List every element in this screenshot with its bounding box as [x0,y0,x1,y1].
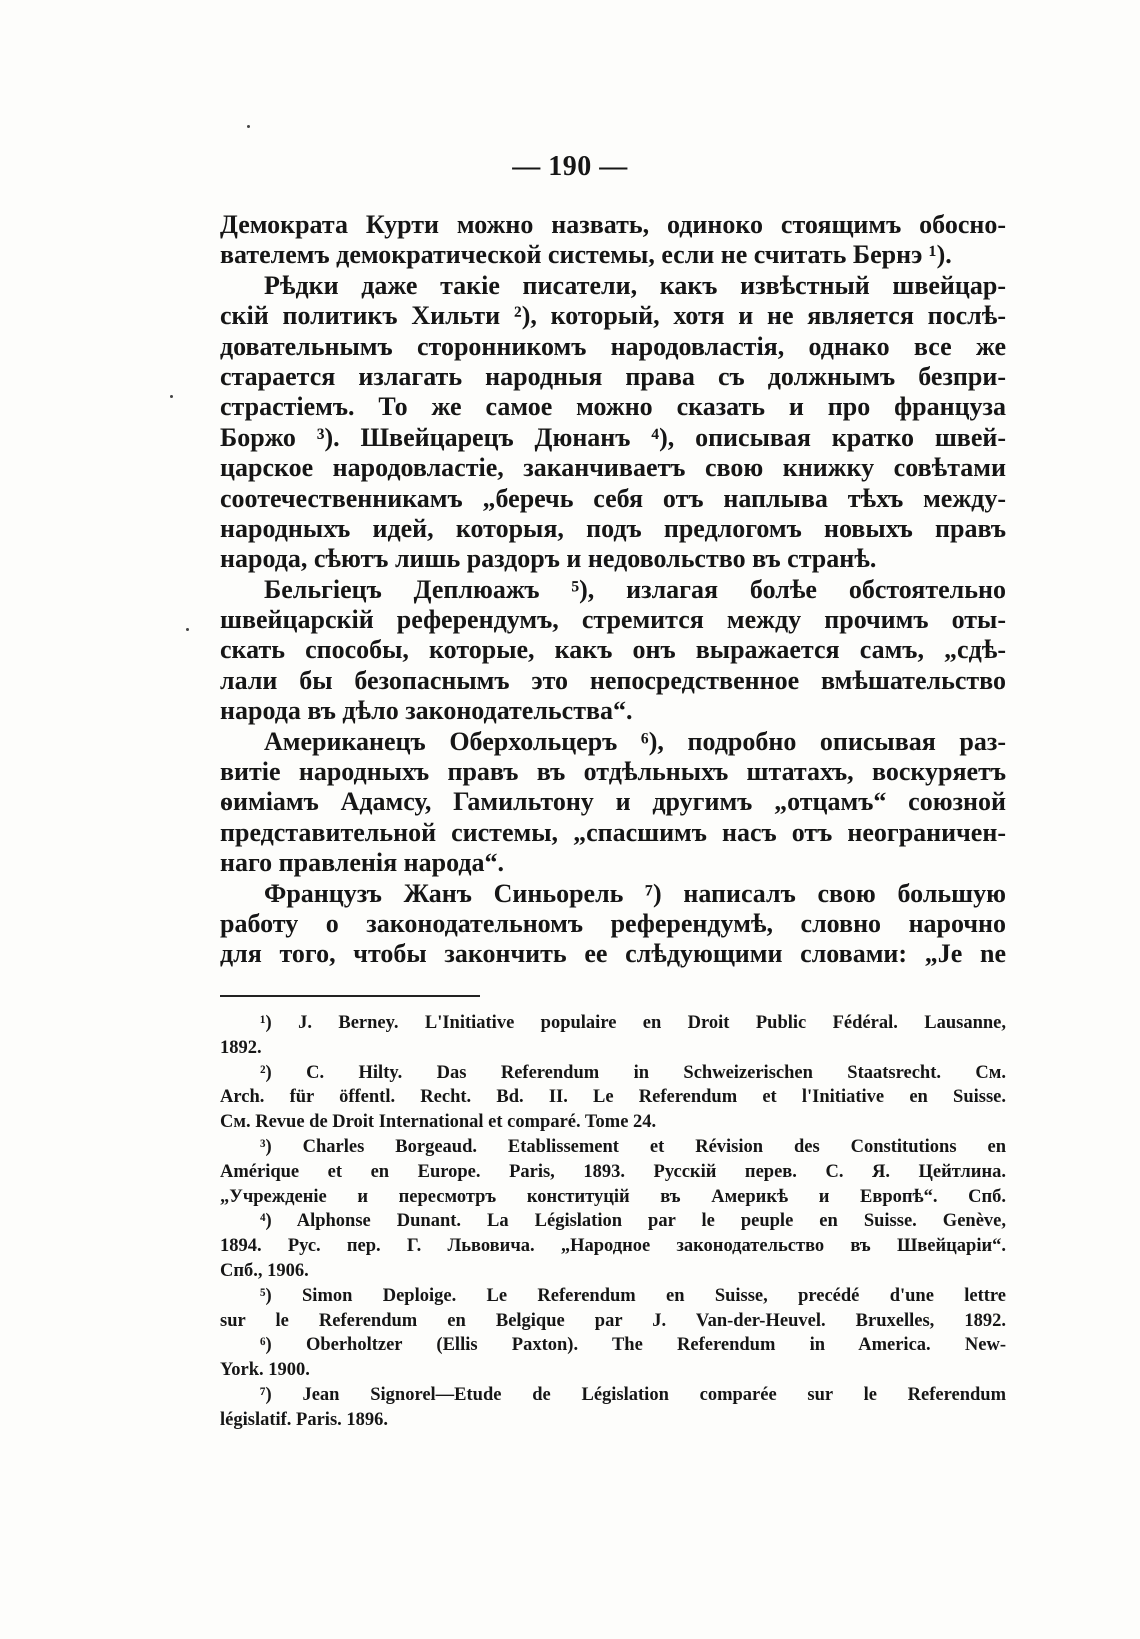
footnote-line: ⁶) Oberholtzer (Ellis Paxton). The Referendum in America. New- [260,1335,1006,1356]
body-text [220,210,1006,970]
body-line: старается излагать народныя права съ должнымъ безпри- [220,361,1006,391]
print-speck [247,125,250,128]
body-line: швейцарскій референдумъ, стремится между прочимъ оты- [220,605,1006,635]
print-speck [186,628,189,631]
body-line: народныхъ идей, которыя, подъ предлогомъ новыхъ правъ [220,513,1006,543]
body-line: соотечественникамъ „беречь себя отъ наплыва тѣхъ между- [220,483,1006,513]
page-number: — 190 — [512,151,628,182]
body-line: царское народовластіе, заканчиваетъ свою книжку совѣтами [220,453,1006,483]
footnotes [220,1011,1006,1433]
footnote-line: Amérique et en Europe. Paris, 1893. Русскій перев. С. Я. Цейтлина. [220,1161,1006,1182]
footnote-line: sur le Referendum en Belgique par J. Van-der-Heuvel. Bruxelles, 1892. [220,1310,1006,1331]
body-line: витіе народныхъ правъ въ отдѣльныхъ штатахъ, воскуряетъ [220,757,1006,787]
body-line: скій политикъ Хильти ²), который, хотя и не является послѣ- [220,301,1006,331]
footnote-line: législatif. Paris. 1896. [220,1409,389,1430]
body-line: для того, чтобы закончить ее слѣдующими словами: „Je ne [220,939,1006,969]
body-line: скать способы, которые, какъ онъ выражается самъ, „сдѣ- [220,635,1006,665]
footnote-line: См. Revue de Droit International et comparé. Tome 24. [220,1112,657,1133]
footnote-divider [220,995,480,997]
body-line: страстіемъ. То же самое можно сказать и про француза [220,392,1006,422]
body-line: представительной системы, „спасшимъ насъ отъ неограничен- [220,817,1006,847]
footnote-line: 1892. [220,1037,262,1058]
footnote-line: ³) Charles Borgeaud. Etablissement et Révision des Constitutions en [260,1136,1006,1157]
body-line: Боржо ³). Швейцарецъ Дюнанъ ⁴), описывая кратко швей- [220,422,1006,452]
footnote-line: „Учрежденіе и пересмотръ конституцій въ Америкѣ и Европѣ“. Спб. [220,1186,1006,1207]
print-speck [170,395,173,398]
body-line: вателемъ демократической системы, если не считать Бернэ ¹). [220,240,952,270]
footnote-line: ¹) J. Berney. L'Initiative populaire en Droit Public Fédéral. Lausanne, [260,1013,1006,1033]
footnote-line: ²) C. Hilty. Das Referendum in Schweizerischen Staatsrecht. См. [260,1062,1006,1083]
footnote-line: ⁵) Simon Deploige. Le Referendum en Suisse, precédé d'une lettre [260,1285,1006,1306]
body-line: довательнымъ сторонникомъ народовластія, однако все же [220,331,1006,361]
body-line: Бельгіецъ Деплюажъ ⁵), излагая болѣе обстоятельно [264,574,1006,604]
body-line: лали бы безопаснымъ это непосредственное вмѣшательство [220,665,1006,695]
footnote-line: York. 1900. [220,1360,310,1381]
body-line: ѳиміамъ Адамсу, Гамильтону и другимъ „отцамъ“ союзной [220,787,1006,817]
body-line: народа, сѣютъ лишь раздоръ и недовольство въ странѣ. [220,544,877,574]
body-line: Французъ Жанъ Синьорель ⁷) написалъ свою большую [264,878,1006,908]
footnote-line: ⁷) Jean Signorel—Etude de Législation comparée sur le Referendum [260,1384,1006,1405]
footnote-line: 1894. Рус. пер. Г. Львовича. „Народное законодательство въ Швейцаріи“. [220,1236,1006,1257]
body-line: Демократа Курти можно назвать, одиноко стоящимъ обосно- [220,210,1006,239]
body-line: Рѣдки даже такіе писатели, какъ извѣстный швейцар- [264,270,1006,300]
body-line: работу о законодательномъ референдумѣ, словно нарочно [220,908,1006,938]
body-line: народа въ дѣло законодательства“. [220,696,633,726]
body-line: Американецъ Оберхольцеръ ⁶), подробно описывая раз- [264,726,1006,756]
body-line: наго правленія народа“. [220,848,505,878]
footnote-line: Arch. für öffentl. Recht. Bd. II. Le Referendum et l'Initiative en Suisse. [220,1087,1006,1108]
footnote-line: ⁴) Alphonse Dunant. La Législation par le peuple en Suisse. Genève, [260,1211,1006,1232]
footnote-line: Спб., 1906. [220,1260,309,1281]
